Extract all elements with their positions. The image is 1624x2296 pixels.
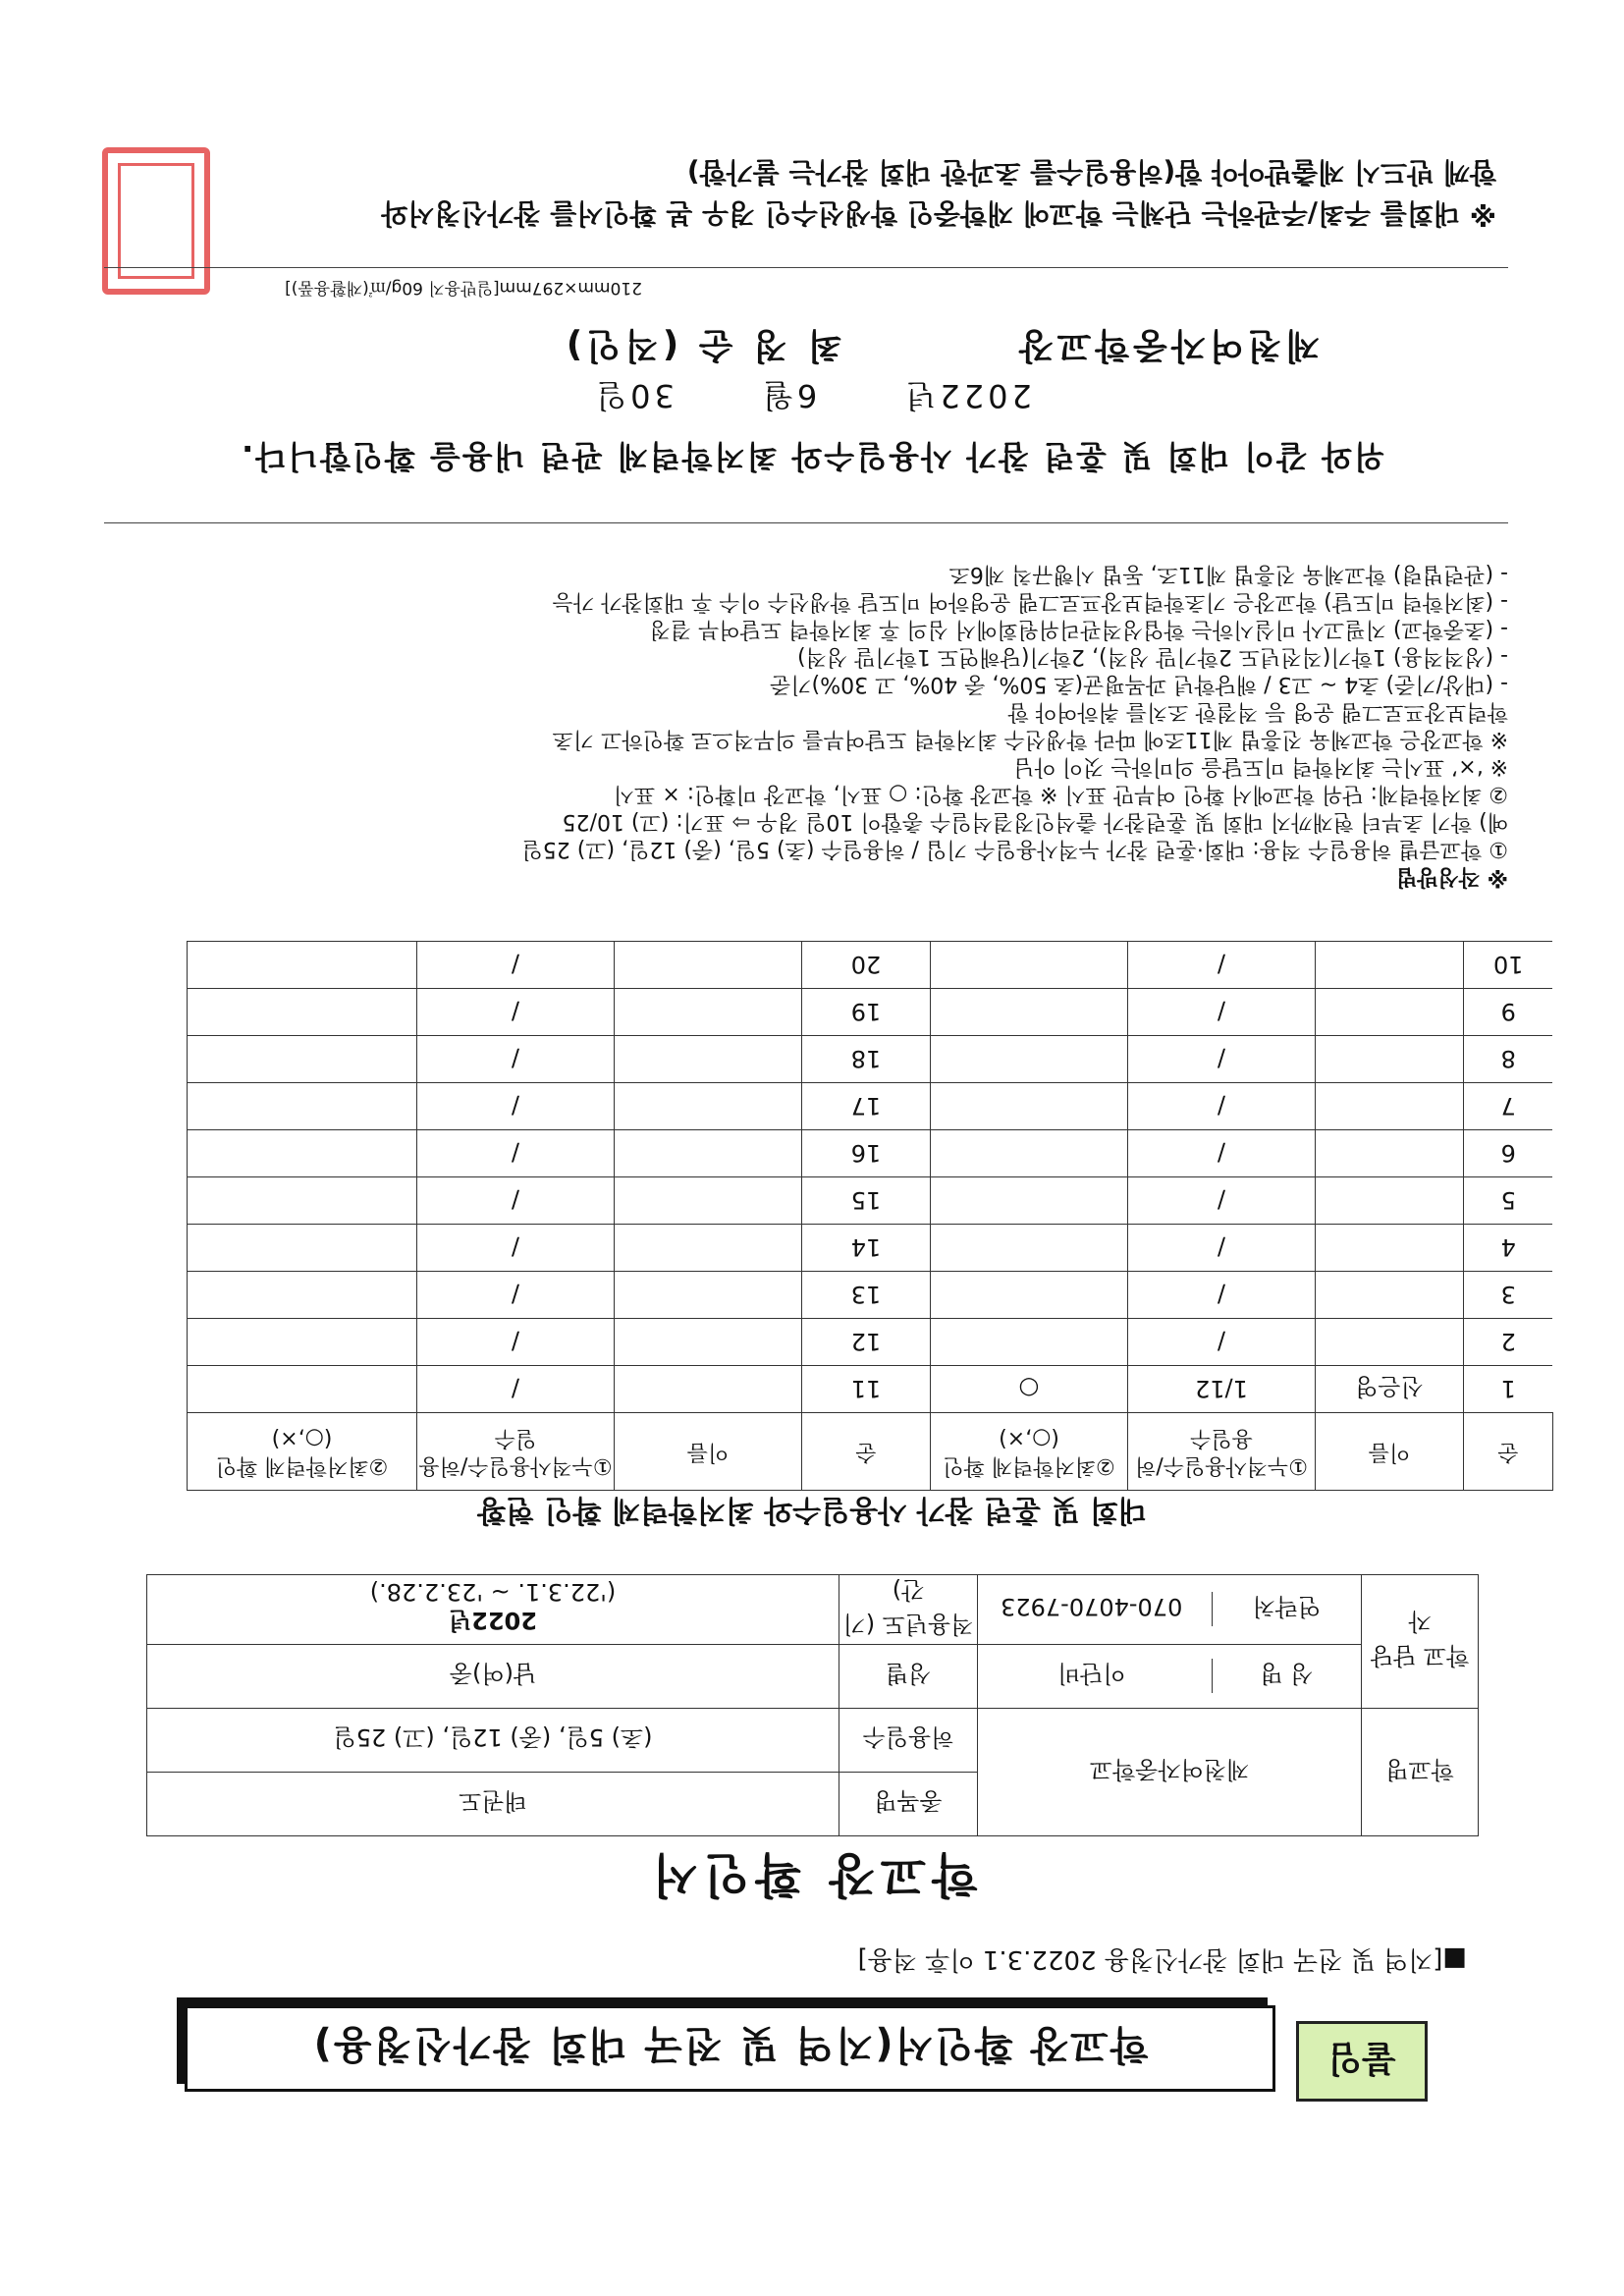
principal-signature bbox=[563, 323, 1320, 373]
allowed-days-value: (초) 5일, (중) 12일, (고) 25일 bbox=[147, 1709, 839, 1773]
row-check-2 bbox=[188, 1177, 417, 1225]
document-title: 학교장 확인서 bbox=[646, 1847, 978, 1902]
row-days-2: / bbox=[417, 1319, 615, 1366]
school-name-label: 학교명 bbox=[1362, 1709, 1479, 1836]
gender-value: 남(여)중 bbox=[147, 1645, 839, 1709]
header-days-2: ①누적사용일수/허용일수 bbox=[417, 1413, 615, 1491]
header-check-2: ②최저학력제 확인(○,×) bbox=[188, 1413, 417, 1491]
row-no-2: 20 bbox=[802, 942, 931, 989]
row-name-2 bbox=[615, 1272, 802, 1319]
row-check-2 bbox=[188, 1272, 417, 1319]
row-no: 7 bbox=[1464, 1083, 1553, 1130]
row-name-2 bbox=[615, 1083, 802, 1130]
table-row bbox=[188, 1130, 1553, 1177]
row-no-2: 16 bbox=[802, 1130, 931, 1177]
row-name-2 bbox=[615, 989, 802, 1036]
note-line: 학력보장프로그램 운영 등 적절한 조치를 취하여야 함 bbox=[1007, 699, 1508, 724]
header-days: ①누적사용일수/허용일수 bbox=[1128, 1413, 1316, 1491]
period-cell bbox=[147, 1575, 839, 1645]
row-no-2: 15 bbox=[802, 1177, 931, 1225]
header-check: ②최저학력제 확인(○,×) bbox=[931, 1413, 1128, 1491]
note-line: - (대상/기준) 초4 ~ 고3 / 해당학년 과목평균(초 50%, 중 40%, 고 30%)기준 bbox=[770, 672, 1508, 696]
row-check-2 bbox=[188, 1036, 417, 1083]
principal-school: 제천여자중학교장 bbox=[1014, 325, 1320, 365]
note-line: 예) 학기 초부터 현재까지 대회 및 훈련참가 출석인정결석일수 총합이 10일 경우 ⇨ 표기: (고) 10/25 bbox=[562, 809, 1508, 834]
note-line: ※ 학교장은 학교체육 진흥법 제11조에 따라 학생선수 최저학력 도달여부를 의무적으로 확인하고 기초 bbox=[552, 727, 1508, 751]
school-info-table bbox=[146, 1574, 1479, 1836]
row-no: 6 bbox=[1464, 1130, 1553, 1177]
row-check-2 bbox=[188, 989, 417, 1036]
row-days-2: / bbox=[417, 1272, 615, 1319]
contact-value: 070-4070-7923 bbox=[1001, 1593, 1183, 1621]
row-no: 8 bbox=[1464, 1036, 1553, 1083]
note-line: ① 학교급별 허용일수 적용: 대회·훈련 참가 누적사용일수 기입 / 허용일수 (초) 5일, (중) 12일, (고) 25일 bbox=[521, 837, 1508, 861]
form-title: 학교장 확인서(지역 및 전국 대회 참가신청용) bbox=[185, 2005, 1275, 2092]
table-row bbox=[188, 1083, 1553, 1130]
note-line: ② 최저학력제: 단위 학교에서 확인 여부만 표시 ※ 학교장 확인: ○ 표시, 학교장 미확인: × 표시 bbox=[613, 782, 1508, 806]
footnote-line: 함께 반드시 제출받아야 함(허용일수를 초과한 대회 참가는 불가함) bbox=[686, 156, 1496, 189]
row-days-2: / bbox=[417, 1177, 615, 1225]
period-range: ('22.3.1. ~ '23.2.28.) bbox=[369, 1578, 617, 1607]
row-days: / bbox=[1128, 1225, 1316, 1272]
row-days-2: / bbox=[417, 1225, 615, 1272]
row-no: 9 bbox=[1464, 989, 1553, 1036]
header-no: 순 bbox=[1464, 1413, 1553, 1491]
seal-mark: (직인) bbox=[562, 325, 679, 365]
event-label: 종목명 bbox=[839, 1773, 978, 1836]
row-check bbox=[931, 1177, 1128, 1225]
row-name-2 bbox=[615, 1177, 802, 1225]
footnote bbox=[161, 151, 1496, 234]
row-no-2: 12 bbox=[802, 1319, 931, 1366]
row-no-2: 14 bbox=[802, 1225, 931, 1272]
contact-label: 연락처 bbox=[1212, 1593, 1360, 1627]
row-days: / bbox=[1128, 1319, 1316, 1366]
table-row bbox=[188, 1319, 1553, 1366]
row-check: ○ bbox=[931, 1366, 1128, 1413]
school-name-value: 제천여자중학교 bbox=[978, 1709, 1362, 1836]
row-name bbox=[1316, 1177, 1464, 1225]
row-no: 2 bbox=[1464, 1319, 1553, 1366]
row-check bbox=[931, 989, 1128, 1036]
row-name-2 bbox=[615, 942, 802, 989]
name-cell bbox=[978, 1645, 1362, 1709]
divider bbox=[104, 522, 1508, 523]
row-no-2: 18 bbox=[802, 1036, 931, 1083]
table-row bbox=[188, 1225, 1553, 1272]
header-no-2: 순 bbox=[802, 1413, 931, 1491]
row-no-2: 19 bbox=[802, 989, 931, 1036]
note-line: - (성적적용) 1학기(직전년도 2학기말 성적), 2학기(당해연도 1학기말 성적) bbox=[797, 644, 1508, 669]
note-line: - (관련법령) 학교체육 진흥법 제11조, 동법 시행규칙 제6조 bbox=[948, 562, 1508, 586]
paper-size-note: 210mm×297mm[일반용지 60g/㎡(재활용품)] bbox=[285, 278, 642, 298]
row-no: 3 bbox=[1464, 1272, 1553, 1319]
row-name-2 bbox=[615, 1036, 802, 1083]
row-days-2: / bbox=[417, 942, 615, 989]
contact-cell bbox=[978, 1575, 1362, 1645]
row-check bbox=[931, 1319, 1128, 1366]
instructions bbox=[75, 560, 1508, 890]
note-line: ※ ‘×’ 표시는 최저학력 미도달을 의미하는 것이 아님 bbox=[1013, 754, 1508, 779]
participation-table bbox=[187, 941, 1553, 1491]
row-name bbox=[1316, 1036, 1464, 1083]
row-name bbox=[1316, 989, 1464, 1036]
row-days: / bbox=[1128, 1036, 1316, 1083]
confirmation-statement: 위와 같이 대회 및 훈련 참가 사용일수와 최저학력제 관련 내용을 확인합니다. bbox=[240, 438, 1384, 475]
row-days: / bbox=[1128, 989, 1316, 1036]
row-name bbox=[1316, 1130, 1464, 1177]
row-check-2 bbox=[188, 1225, 417, 1272]
row-no: 5 bbox=[1464, 1177, 1553, 1225]
date-year: 2022년 bbox=[901, 377, 1032, 414]
row-no-2: 13 bbox=[802, 1272, 931, 1319]
row-name-2 bbox=[615, 1319, 802, 1366]
header-name: 이름 bbox=[1316, 1413, 1464, 1491]
name-value: 이단비 bbox=[1056, 1660, 1126, 1688]
row-check bbox=[931, 1272, 1128, 1319]
gender-label: 성별 bbox=[839, 1645, 978, 1709]
row-name-2 bbox=[615, 1366, 802, 1413]
row-name bbox=[1316, 1272, 1464, 1319]
row-no: 10 bbox=[1464, 942, 1553, 989]
table-row bbox=[188, 1272, 1553, 1319]
row-no: 4 bbox=[1464, 1225, 1553, 1272]
row-days: / bbox=[1128, 1083, 1316, 1130]
row-name bbox=[1316, 1225, 1464, 1272]
row-check-2 bbox=[188, 1130, 417, 1177]
row-days-2: / bbox=[417, 1036, 615, 1083]
row-days-2: / bbox=[417, 1366, 615, 1413]
row-check-2 bbox=[188, 942, 417, 989]
issue-date bbox=[0, 375, 1624, 420]
applies-note: ■[지역 및 전국 대회 참가신청용 2022.3.1 이후 적용] bbox=[857, 1944, 1467, 1974]
note-line: ※ 작성방법 bbox=[1395, 864, 1508, 889]
row-check-2 bbox=[188, 1366, 417, 1413]
row-no-2: 17 bbox=[802, 1083, 931, 1130]
name-label: 성 명 bbox=[1212, 1660, 1360, 1694]
table-row bbox=[188, 942, 1553, 989]
allowed-days-label: 허용일수 bbox=[839, 1709, 978, 1773]
row-check bbox=[931, 942, 1128, 989]
row-name-2 bbox=[615, 1225, 802, 1272]
row-days: 1/12 bbox=[1128, 1366, 1316, 1413]
table-row bbox=[188, 989, 1553, 1036]
row-days: / bbox=[1128, 942, 1316, 989]
period-year: 2022년 bbox=[449, 1607, 537, 1635]
row-days: / bbox=[1128, 1272, 1316, 1319]
date-day: 30일 bbox=[592, 377, 675, 414]
table-row bbox=[188, 1366, 1553, 1413]
row-check bbox=[931, 1036, 1128, 1083]
table-row bbox=[188, 1036, 1553, 1083]
note-line: - (최저학력 미도달) 학교장은 기초학력보장프로그램 운영하여 미도달 학생선수 이수 후 대회참가 가능 bbox=[552, 589, 1508, 614]
note-line: - (초중학교) 지필고사 미실시하는 학업성적관리위원회에서 심의 후 최저학력 도달여부 결정 bbox=[649, 617, 1508, 641]
row-no-2: 11 bbox=[802, 1366, 931, 1413]
row-check bbox=[931, 1130, 1128, 1177]
table-row bbox=[188, 1177, 1553, 1225]
row-name bbox=[1316, 1083, 1464, 1130]
section-title: 대회 및 훈련 참가 사용일수와 최저학력제 확인 현황 bbox=[477, 1493, 1147, 1527]
date-month: 6월 bbox=[759, 377, 818, 414]
row-name: 신은영 bbox=[1316, 1366, 1464, 1413]
principal-name: 최 정 순 bbox=[694, 325, 842, 365]
attachment-badge: 붙임 bbox=[1296, 2021, 1428, 2102]
row-name bbox=[1316, 1319, 1464, 1366]
row-no: 1 bbox=[1464, 1366, 1553, 1413]
row-days-2: / bbox=[417, 1130, 615, 1177]
row-check-2 bbox=[188, 1319, 417, 1366]
row-check-2 bbox=[188, 1083, 417, 1130]
row-days: / bbox=[1128, 1177, 1316, 1225]
footnote-line: ※ 대회를 주최/주관하는 단체는 학교에 재학중인 학생선수인 경우 본 확인서를 참가신청서와 bbox=[381, 197, 1496, 230]
event-value: 태권도 bbox=[147, 1773, 839, 1836]
row-days-2: / bbox=[417, 1083, 615, 1130]
manager-label: 학교 담당자 bbox=[1362, 1575, 1479, 1709]
row-check bbox=[931, 1083, 1128, 1130]
header-name-2: 이름 bbox=[615, 1413, 802, 1491]
row-name-2 bbox=[615, 1130, 802, 1177]
divider-bottom bbox=[104, 267, 1508, 268]
period-label: 적용년도 (기간) bbox=[839, 1575, 978, 1645]
row-check bbox=[931, 1225, 1128, 1272]
row-days-2: / bbox=[417, 989, 615, 1036]
row-days: / bbox=[1128, 1130, 1316, 1177]
row-name bbox=[1316, 942, 1464, 989]
